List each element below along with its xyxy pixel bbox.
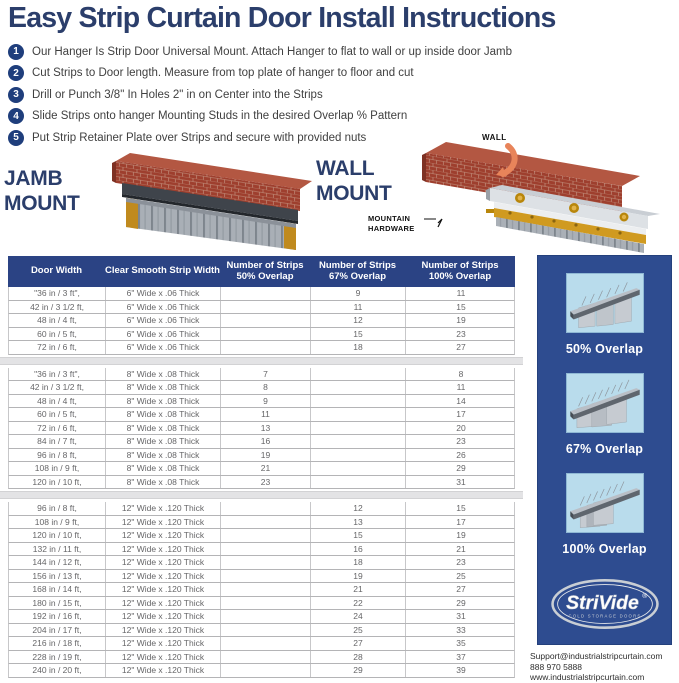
table-cell: 6" Wide x .06 Thick (106, 287, 221, 300)
table-cell: 72 in / 6 ft, (9, 422, 106, 435)
table-cell: 26 (456, 449, 466, 460)
strivide-brand-text: StriVide (565, 592, 639, 615)
table-cell: 48 in / 4 ft, (9, 314, 106, 327)
table-cell: 42 in / 3 1/2 ft, (9, 381, 106, 394)
wall-callout-label: WALL (482, 133, 507, 142)
step-text: Put Strip Retainer Plate over Strips and secure with provided nuts (32, 131, 367, 144)
support-email: Support@industrialstripcurtain.com (530, 651, 663, 661)
table-cell: 15 (311, 529, 406, 542)
table-cell: 8 (458, 368, 464, 379)
table-cell: 12 (311, 314, 406, 327)
table-cell: 25 (456, 570, 466, 581)
table-cell: 17 (456, 409, 466, 420)
table-cell: 16 (311, 543, 406, 556)
table-cell: 228 in / 19 ft, (9, 651, 106, 664)
table-cell: 8" Wide x .08 Thick (106, 449, 221, 462)
table-cell: 19 (311, 570, 406, 583)
table-cell: 15 (311, 328, 406, 341)
table-cell: 96 in / 8 ft, (9, 502, 106, 515)
step-number-badge: 1 (8, 44, 24, 60)
step-3 (8, 84, 512, 106)
table-row (8, 462, 515, 476)
table-cell (221, 516, 311, 529)
step-text: Drill or Punch 3/8" In Holes 2" in on Center into the Strips (32, 88, 323, 101)
table-header-row (8, 256, 515, 287)
table-cell (221, 570, 311, 583)
table-row (8, 422, 515, 436)
table-cell: 18 (311, 556, 406, 569)
table-cell: 108 in / 9 ft, (9, 516, 106, 529)
wall-mount-label: WALL MOUNT (316, 157, 392, 205)
jamb-mount-label: JAMB MOUNT (4, 167, 80, 215)
table-cell: 96 in / 8 ft, (9, 449, 106, 462)
table-header-cell: Clear Smooth Strip Width (105, 265, 220, 277)
table-cell (221, 597, 311, 610)
table-cell: 19 (456, 530, 466, 541)
table-cell: 29 (456, 463, 466, 474)
step-text: Slide Strips onto hanger Mounting Studs in the desired Overlap % Pattern (32, 110, 408, 123)
table-row (8, 381, 515, 395)
table-cell: 27 (456, 342, 466, 353)
hardware-callout-arrow-icon (424, 215, 446, 236)
table-cell (311, 395, 406, 408)
table-row (8, 435, 515, 449)
table-row (8, 476, 515, 490)
table-cell: 33 (456, 624, 466, 635)
table-cell (221, 287, 311, 300)
table-row (8, 597, 515, 611)
table-header-cell: Number of Strips 100% Overlap (421, 260, 499, 282)
table-cell: 13 (221, 422, 311, 435)
table-cell: 20 (456, 422, 466, 433)
table-cell: 72 in / 6 ft, (9, 341, 106, 354)
table-cell: 37 (456, 651, 466, 662)
table-cell: 22 (311, 597, 406, 610)
table-cell: 12" Wide x .120 Thick (106, 543, 221, 556)
table-cell: 12" Wide x .120 Thick (106, 502, 221, 515)
mounting-hardware-callout: MOUNTAIN HARDWARE (368, 214, 415, 233)
table-cell: 23 (456, 436, 466, 447)
table-cell: 42 in / 3 1/2 ft, (9, 301, 106, 314)
table-cell: 144 in / 12 ft, (9, 556, 106, 569)
table-cell: 120 in / 10 ft, (9, 529, 106, 542)
section-separator (0, 489, 523, 502)
step-number-badge: 4 (8, 108, 24, 124)
install-steps (8, 41, 512, 149)
table-cell: 19 (221, 449, 311, 462)
table-cell: 23 (456, 328, 466, 339)
table-cell: 192 in / 16 ft, (9, 610, 106, 623)
table-cell: 84 in / 7 ft, (9, 435, 106, 448)
table-cell: 8" Wide x .08 Thick (106, 462, 221, 475)
table-cell (311, 476, 406, 489)
table-row (8, 449, 515, 463)
table-cell (221, 610, 311, 623)
table-cell (221, 624, 311, 637)
step-1 (8, 41, 512, 63)
overlap-100-label: 100% Overlap (562, 542, 647, 556)
table-cell: 180 in / 15 ft, (9, 597, 106, 610)
overlap-50-image (566, 273, 644, 333)
table-cell: 6" Wide x .06 Thick (106, 328, 221, 341)
strivide-logo (550, 576, 660, 637)
page-title: Easy Strip Curtain Door Install Instructions (8, 2, 556, 34)
table-cell: 27 (311, 637, 406, 650)
table-cell: 27 (456, 584, 466, 595)
overlap-100-image (566, 473, 644, 533)
table-cell (221, 301, 311, 314)
jamb-mount-illustration (60, 150, 312, 259)
table-cell: 12" Wide x .120 Thick (106, 570, 221, 583)
table-cell: 12" Wide x .120 Thick (106, 651, 221, 664)
table-cell: 12" Wide x .120 Thick (106, 624, 221, 637)
table-cell: 8" Wide x .08 Thick (106, 408, 221, 421)
table-cell (221, 341, 311, 354)
table-cell: 6" Wide x .06 Thick (106, 301, 221, 314)
table-row (8, 314, 515, 328)
table-row (8, 624, 515, 638)
table-cell: 12" Wide x .120 Thick (106, 664, 221, 677)
table-cell: 23 (456, 557, 466, 568)
table-row (8, 637, 515, 651)
table-row (8, 610, 515, 624)
table-cell (311, 449, 406, 462)
table-cell: 31 (456, 476, 466, 487)
support-website: www.industrialstripcurtain.com (530, 672, 645, 682)
table-cell: 13 (311, 516, 406, 529)
table-cell (221, 529, 311, 542)
table-cell (221, 651, 311, 664)
table-cell: 21 (221, 462, 311, 475)
table-cell (221, 543, 311, 556)
table-cell (311, 422, 406, 435)
table-cell: 21 (311, 583, 406, 596)
table-cell: 132 in / 11 ft, (9, 543, 106, 556)
table-cell: 23 (221, 476, 311, 489)
overlap-sidebar (537, 255, 672, 645)
overlap-67-label: 67% Overlap (565, 442, 644, 456)
table-cell: 12" Wide x .120 Thick (106, 610, 221, 623)
table-cell: 25 (311, 624, 406, 637)
table-cell: 18 (311, 341, 406, 354)
table-cell: 31 (456, 611, 466, 622)
table-cell: 12" Wide x .120 Thick (106, 637, 221, 650)
table-row (8, 502, 515, 516)
table-cell: 24 (311, 610, 406, 623)
table-row (8, 570, 515, 584)
table-cell: 204 in / 17 ft, (9, 624, 106, 637)
wall-mount-illustration (398, 136, 666, 259)
table-cell: 8" Wide x .08 Thick (106, 476, 221, 489)
table-cell (221, 314, 311, 327)
table-cell: 8" Wide x .08 Thick (106, 422, 221, 435)
table-cell (221, 583, 311, 596)
table-cell (221, 664, 311, 677)
table-cell: 28 (311, 651, 406, 664)
step-4 (8, 106, 512, 128)
step-text: Our Hanger Is Strip Door Universal Mount. Attach Hanger to flat to wall or up inside door Jamb (32, 45, 513, 58)
table-cell (311, 381, 406, 394)
table-row (8, 341, 515, 355)
table-row (8, 583, 515, 597)
table-cell: 11 (456, 382, 466, 393)
step-number-badge: 3 (8, 87, 24, 103)
registered-mark: ® (641, 593, 647, 601)
step-number-badge: 2 (8, 65, 24, 81)
table-cell: 29 (311, 664, 406, 677)
table-cell: 12" Wide x .120 Thick (106, 583, 221, 596)
table-cell (221, 637, 311, 650)
table-cell: 39 (456, 665, 466, 676)
table-cell: 240 in / 20 ft, (9, 664, 106, 677)
table-cell: 48 in / 4 ft, (9, 395, 106, 408)
table-row (8, 651, 515, 665)
table-cell: 12" Wide x .120 Thick (106, 597, 221, 610)
table-row (8, 408, 515, 422)
table-cell: 8" Wide x .08 Thick (106, 368, 221, 381)
table-row (8, 287, 515, 301)
table-cell: 8" Wide x .08 Thick (106, 435, 221, 448)
table-cell: 16 (221, 435, 311, 448)
table-cell (221, 328, 311, 341)
overlap-50-label: 50% Overlap (565, 342, 644, 356)
table-cell: 12" Wide x .120 Thick (106, 516, 221, 529)
table-cell: 156 in / 13 ft, (9, 570, 106, 583)
table-cell (221, 502, 311, 515)
table-row (8, 328, 515, 342)
table-cell: 15 (456, 301, 466, 312)
table-cell: 9 (311, 287, 406, 300)
table-row (8, 395, 515, 409)
table-row (8, 368, 515, 382)
table-cell (221, 556, 311, 569)
wall-callout-arrow-icon (490, 143, 520, 186)
table-cell: 17 (456, 516, 466, 527)
table-cell: 12" Wide x .120 Thick (106, 529, 221, 542)
table-cell: 216 in / 18 ft, (9, 637, 106, 650)
table-cell (311, 435, 406, 448)
table-cell: "36 in / 3 ft", (9, 287, 106, 300)
table-cell: 21 (456, 543, 466, 554)
table-cell: 15 (456, 503, 466, 514)
step-2 (8, 63, 512, 85)
table-cell: 108 in / 9 ft, (9, 462, 106, 475)
table-row (8, 556, 515, 570)
contact-block (530, 651, 662, 683)
table-cell: 6" Wide x .06 Thick (106, 314, 221, 327)
support-phone: 888 970 5888 (530, 661, 582, 672)
table-cell: 8 (221, 381, 311, 394)
section-separator (0, 355, 523, 368)
table-cell: 60 in / 5 ft, (9, 408, 106, 421)
table-cell (311, 462, 406, 475)
table-row (8, 516, 515, 530)
table-cell: 11 (311, 301, 406, 314)
table-cell: 7 (221, 368, 311, 381)
table-cell (311, 408, 406, 421)
table-cell (311, 368, 406, 381)
table-cell: 14 (456, 395, 466, 406)
table-cell: 35 (456, 638, 466, 649)
table-cell: 19 (456, 315, 466, 326)
strip-table (8, 256, 515, 678)
logo-tagline: COLD STORAGE DOORS (568, 613, 641, 619)
table-cell: 8" Wide x .08 Thick (106, 381, 221, 394)
table-cell: "36 in / 3 ft", (9, 368, 106, 381)
table-cell: 8" Wide x .08 Thick (106, 395, 221, 408)
table-cell: 11 (456, 288, 466, 299)
table-cell: 29 (456, 597, 466, 608)
table-row (8, 543, 515, 557)
table-row (8, 529, 515, 543)
table-cell: 9 (221, 395, 311, 408)
table-row (8, 301, 515, 315)
overlap-67-image (566, 373, 644, 433)
table-header-cell: Number of Strips 50% Overlap (226, 260, 304, 282)
table-cell: 11 (221, 408, 311, 421)
table-cell: 60 in / 5 ft, (9, 328, 106, 341)
table-cell: 120 in / 10 ft, (9, 476, 106, 489)
table-header-cell: Door Width (30, 265, 83, 277)
table-header-cell: Number of Strips 67% Overlap (318, 260, 397, 282)
table-row (8, 664, 515, 678)
table-cell: 6" Wide x .06 Thick (106, 341, 221, 354)
table-cell: 12 (311, 502, 406, 515)
step-text: Cut Strips to Door length. Measure from top plate of hanger to floor and cut (32, 67, 414, 80)
table-cell: 168 in / 14 ft, (9, 583, 106, 596)
step-number-badge: 5 (8, 130, 24, 146)
table-cell: 12" Wide x .120 Thick (106, 556, 221, 569)
